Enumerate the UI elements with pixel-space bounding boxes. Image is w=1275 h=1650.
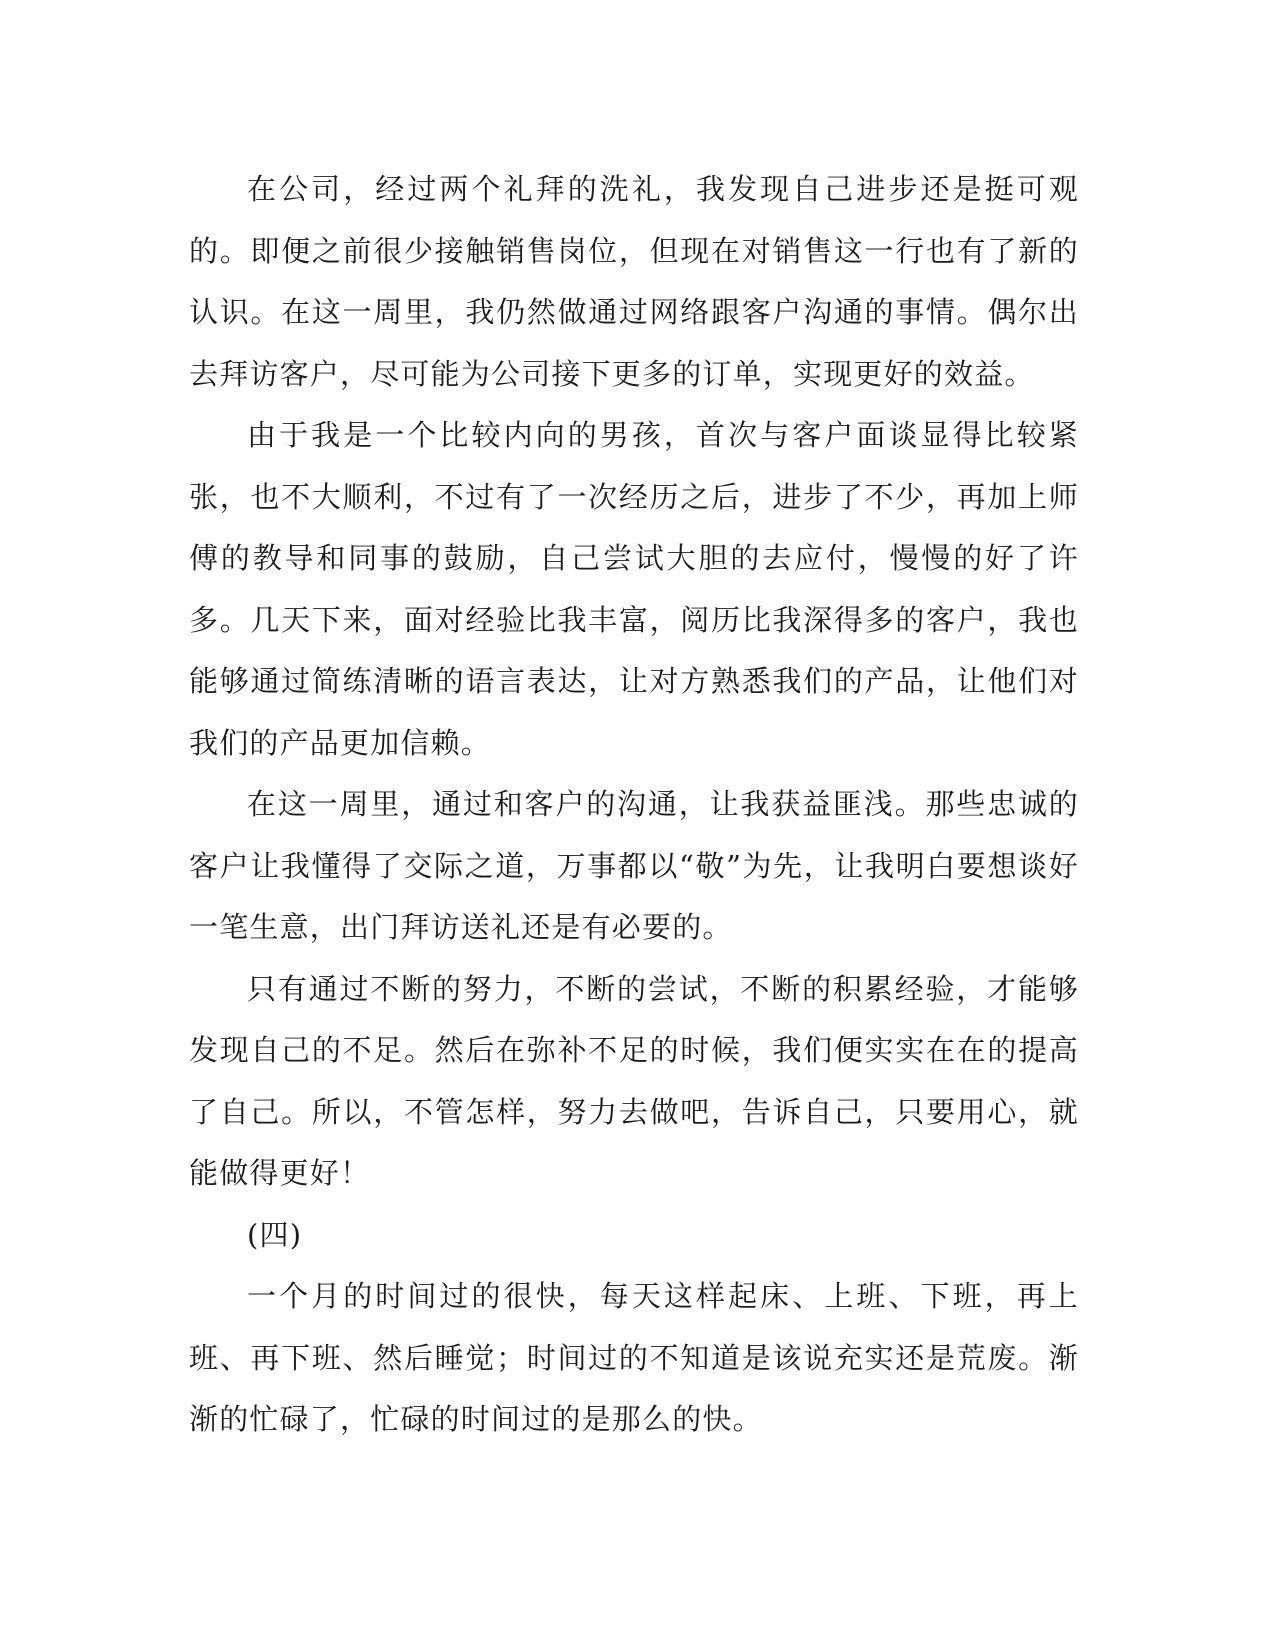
paragraph-3: 在这一周里，通过和客户的沟通，让我获益匪浅。那些忠诚的客户让我懂得了交际之道，万事都以“敬”为先，让我明白要想谈好一笔生意，出门拜访送礼还是有必要的。 bbox=[189, 787, 1079, 944]
paragraph-1: 在公司，经过两个礼拜的洗礼，我发现自己进步还是挺可观的。即便之前很少接触销售岗位，但现在对销售这一行也有了新的认识。在这一周里，我仍然做通过网络跟客户沟通的事情。偶尔出去拜访客户，尽可能为公司接下更多的订单，实现更好的效益。 bbox=[189, 172, 1079, 391]
document-body bbox=[189, 159, 1079, 1451]
section-heading-four: (四) bbox=[247, 1217, 303, 1252]
paragraph-4: 只有通过不断的努力，不断的尝试，不断的积累经验，才能够发现自己的不足。然后在弥补不足的时候，我们便实实在在的提高了自己。所以，不管怎样，努力去做吧，告诉自己，只要用心，就能做得更好！ bbox=[189, 971, 1079, 1190]
paragraph-2: 由于我是一个比较内向的男孩，首次与客户面谈显得比较紧张，也不大顺利，不过有了一次经历之后，进步了不少，再加上师傅的教导和同事的鼓励，自己尝试大胆的去应付，慢慢的好了许多。几天下来，面对经验比我丰富，阅历比我深得多的客户，我也能够通过简练清晰的语言表达，让对方熟悉我们的产品，让他们对我们的产品更加信赖。 bbox=[189, 418, 1079, 760]
paragraph-5: 一个月的时间过的很快，每天这样起床、上班、下班，再上班、再下班、然后睡觉；时间过的不知道是该说充实还是荒废。渐渐的忙碌了，忙碌的时间过的是那么的快。 bbox=[189, 1279, 1079, 1436]
